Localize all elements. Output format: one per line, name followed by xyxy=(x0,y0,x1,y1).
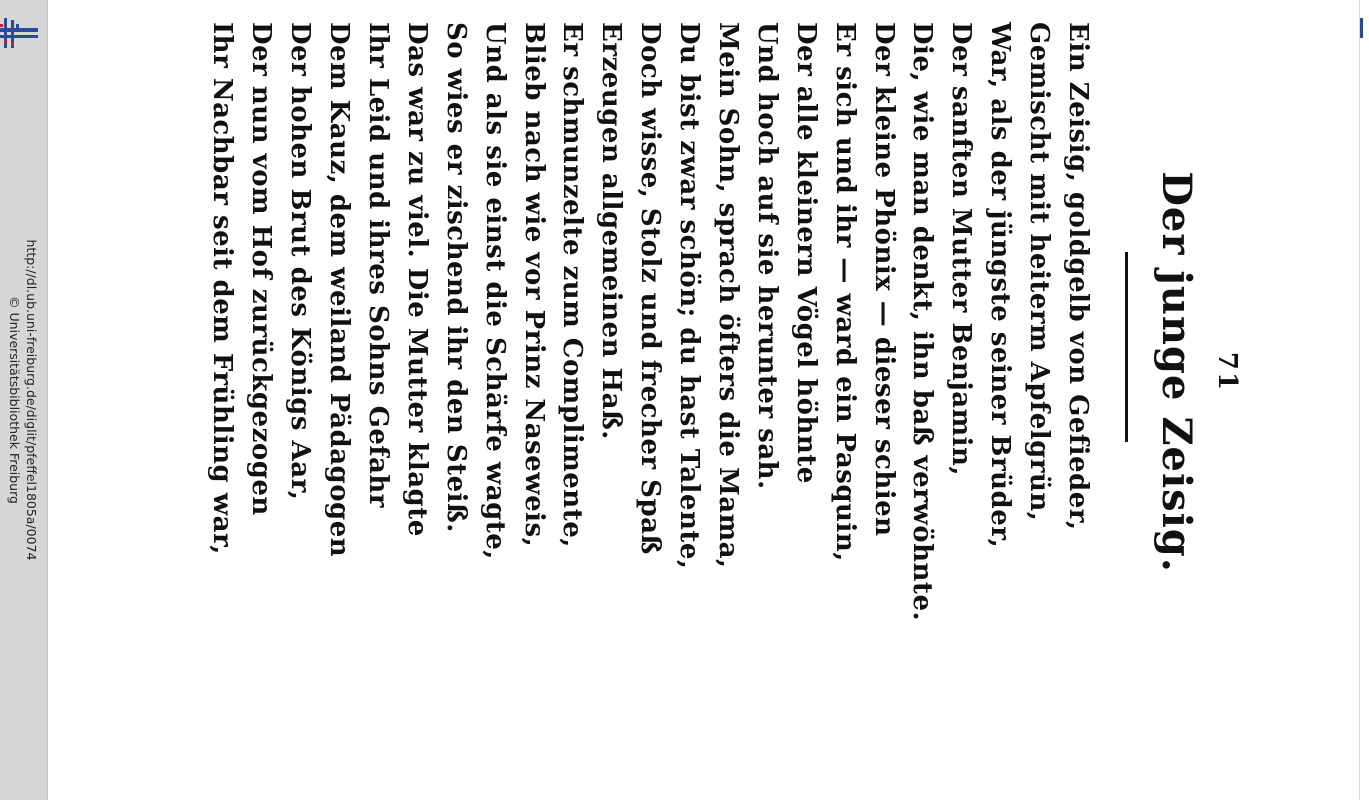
poem-title: Der junge Zeisig. xyxy=(1153,171,1200,573)
permalink-url[interactable]: http://dl.ub.uni-freiburg.de/diglit/pfeffel1805a/0074 xyxy=(24,239,39,561)
library-copyright: © Universitätsbibliothek Freiburg xyxy=(7,296,22,504)
poem-line: Der hohen Brut des Königs Aar, xyxy=(285,22,316,501)
uni-freiburg-logo-icon xyxy=(0,18,40,52)
poem-line: Die, wie man denkt, ihn baß verwöhnte. xyxy=(907,22,938,622)
poem-line: Mein Sohn, sprach öfters die Mama, xyxy=(712,22,743,569)
poem-line: Das war zu viel. Die Mutter klagte xyxy=(401,22,432,537)
poem-line: Und als sie einst die Schärfe wagte, xyxy=(479,22,510,560)
poem-line: Der sanften Mutter Benjamin, xyxy=(946,22,977,476)
page-number: 71 xyxy=(1212,351,1242,393)
poem-line: Ihr Nachbar seit dem Frühling war, xyxy=(207,22,238,555)
poem-line: Dem Kauz, dem weiland Pädagogen xyxy=(324,22,355,558)
poem-line: Ein Zeisig, goldgelb von Gefieder, xyxy=(1063,22,1093,531)
edge-marker-icon xyxy=(1360,18,1364,38)
poem-line: Erzeugen allgemeinen Haß. xyxy=(596,22,627,440)
poem-line: Der kleine Phönix — dieser schien xyxy=(868,22,899,537)
poem-line: Der nun vom Hof zurückgezogen xyxy=(246,22,277,516)
poem-line: Er sich und ihr — ward ein Pasquin, xyxy=(829,22,860,562)
poem-line: Du bist zwar schön; du hast Talente, xyxy=(674,22,705,570)
poem-line: Doch wisse, Stolz und frecher Spaß xyxy=(635,22,666,555)
poem-block xyxy=(190,0,1250,792)
poem-line: So wies er zischend ihr den Steiß. xyxy=(440,22,471,533)
poem-line: Der alle kleinern Vögel höhnte xyxy=(790,22,821,484)
poem-line: Und hoch auf sie herunter sah. xyxy=(751,22,782,490)
poem-line: Ihr Leid und ihres Sohns Gefahr xyxy=(362,22,393,508)
poem-line: Er schmunzelte zum Complimente, xyxy=(557,22,588,548)
title-divider xyxy=(1125,252,1128,442)
copyright-notice xyxy=(6,240,40,561)
poem-line: Blieb nach wie vor Prinz Naseweis, xyxy=(518,22,549,548)
poem-line: War, als der jüngste seiner Brüder, xyxy=(985,22,1016,549)
poem-lines xyxy=(203,22,1097,800)
side-panel xyxy=(0,0,48,800)
poem-line: Gemischt mit heiterm Apfelgrün, xyxy=(1024,22,1055,522)
right-page-edge xyxy=(1359,0,1369,800)
